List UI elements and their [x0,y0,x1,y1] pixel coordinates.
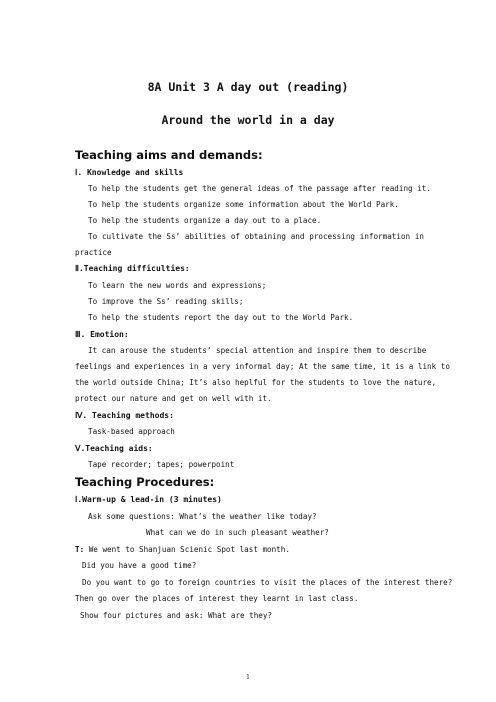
heading-warm-up: Ⅰ.Warm-up & lead-in (3 minutes) [75,495,222,504]
teacher-text: We went to Shanjuan Scienic Spot last month. [88,545,290,554]
heading-teaching-aids: Ⅴ.Teaching aids: [75,444,153,453]
document-subtitle: Around the world in a day [161,113,335,127]
emotion-line: protect our nature and get on well with it. [75,394,272,403]
knowledge-item: To help the students organize a day out to a place. [88,216,322,225]
emotion-line: It can arouse the students’ special attention and inspire them to describe [88,346,427,355]
warmup-line: Did you have a good time? [82,561,197,570]
warmup-line: Show four pictures and ask: What are they? [80,611,273,620]
heading-teaching-methods: Ⅳ. Teaching methods: [75,411,174,420]
warmup-line: Do you want to go to foreign countries to visit the places of the interest there? [82,578,453,587]
warmup-question: Ask some questions: What’s the weather like today? [88,512,317,521]
teacher-label: T: [75,545,85,554]
warmup-line: Then go over the places of interest they learnt in last class. [75,594,359,603]
knowledge-item: To help the students organize some information about the World Park. [88,200,399,209]
teaching-aids-text: Tape recorder; tapes; powerpoint [88,460,235,469]
page-number: 1 [246,674,250,681]
difficulty-item: To improve the Ss’ reading skills; [88,297,244,306]
difficulty-item: To learn the new words and expressions; [88,281,267,290]
section-heading-procedures: Teaching Procedures: [75,475,215,489]
emotion-line: feelings and experiences in a very informal day; At the same time, it is a link to [75,362,450,371]
teaching-methods-text: Task-based approach [88,427,175,436]
difficulty-item: To help the students report the day out to the World Park. [88,313,354,322]
knowledge-item-continued: practice [75,248,112,257]
knowledge-item: To cultivate the Ss’ abilities of obtaining and processing information in [88,232,424,241]
knowledge-item: To help the students get the general ideas of the passage after reading it. [88,184,431,193]
heading-emotion: Ⅲ. Emotion: [75,330,129,339]
document-title: 8A Unit 3 A day out (reading) [147,80,349,94]
heading-knowledge-skills: Ⅰ. Knowledge and skills [75,168,184,177]
heading-teaching-difficulties: Ⅱ.Teaching difficulties: [75,264,190,273]
teacher-line [75,545,290,554]
warmup-question: What can we do in such pleasant weather? [146,528,329,537]
emotion-line: the world outside China; It’s also heplful for the students to love the nature, [75,378,437,387]
section-heading-aims: Teaching aims and demands: [75,148,263,162]
